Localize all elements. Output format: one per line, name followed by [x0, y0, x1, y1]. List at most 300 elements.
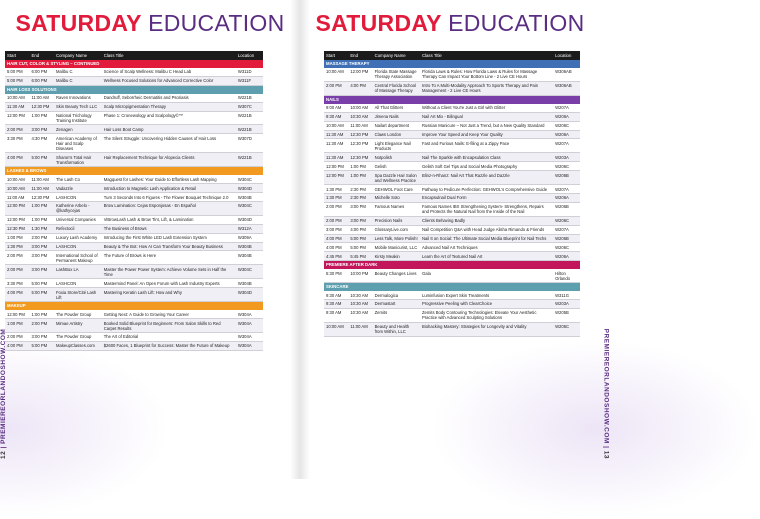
table-row	[5, 112, 263, 126]
end-time: 4:00 PM	[350, 227, 366, 233]
section-header: NAILS	[324, 96, 580, 104]
start-time: 9:00 AM	[326, 105, 342, 111]
right-page	[300, 0, 609, 479]
company-name: Gelish	[374, 163, 387, 169]
class-title: Luminfusion Expert Skin Treatments	[421, 292, 490, 298]
class-title: The Art of Editorial	[103, 334, 139, 340]
table-row	[324, 235, 580, 244]
start-time: 3:30 PM	[7, 135, 23, 141]
company-name: LASHCON	[56, 243, 77, 249]
class-title: Science of Scalp Wellness: Malibu C Head Lab	[103, 69, 192, 75]
gutter-shade	[290, 0, 300, 479]
location: W203A	[555, 301, 569, 307]
location: W307C	[237, 104, 252, 110]
company-name: Notpolish	[374, 154, 393, 160]
end-time: 1:00 PM	[31, 112, 48, 118]
end-time: 10:30 AM	[350, 114, 369, 120]
location: W304D	[237, 289, 252, 295]
table-row	[5, 234, 263, 243]
schedule-table	[5, 51, 263, 351]
table-row	[5, 193, 263, 202]
company-name: International School of Permanent Makeup	[56, 252, 98, 263]
location: W307D	[237, 135, 252, 141]
table-row	[5, 134, 263, 153]
company-name: Refectocil	[56, 226, 75, 232]
start-time: 10:00 AM	[326, 324, 344, 330]
header-class: Class Title	[103, 53, 124, 58]
table-row	[5, 342, 263, 351]
class-title: The Silent Struggle: Uncovering Hidden Causes of Hair Loss	[103, 135, 217, 141]
table-row	[5, 225, 263, 234]
location: W304B	[237, 280, 252, 286]
header-company: Company Name	[56, 53, 88, 58]
section-header: HAIR CUT, COLOR & STYLING – CONTINUED	[5, 60, 263, 68]
location: W304A	[237, 343, 252, 349]
class-title: Russian Manicure – Not Just a Trend, but a New Quality Standard	[421, 123, 545, 129]
class-title: Brow Lamination: Cejas Esponjosas - En Español	[103, 203, 196, 209]
table-row	[324, 162, 580, 171]
start-time: 4:00 PM	[7, 343, 23, 349]
class-title: Learn the Art of Textured Nail Art	[421, 253, 483, 259]
start-time: 10:00 AM	[7, 95, 25, 101]
end-time: 11:00 AM	[31, 95, 49, 101]
table-row	[324, 153, 580, 162]
location: W206B	[555, 172, 569, 178]
company-name: Malibu C	[56, 69, 73, 75]
table-row	[5, 184, 263, 193]
location: Hilton Orlando	[555, 270, 570, 281]
company-name: Skin Beauty Tech LLC	[56, 104, 98, 110]
section-header: PREMIERE AFTER DARK	[324, 261, 580, 269]
header-end: End	[31, 53, 40, 58]
location: W203A	[555, 154, 569, 160]
company-name: Dermastart	[374, 301, 396, 307]
class-title: $2600 Faces, 1 Blueprint for Success: Master the Future of Makeup	[103, 343, 230, 349]
decorative-swoosh	[0, 339, 170, 519]
location: W304B	[237, 252, 252, 258]
start-time: 3:30 PM	[7, 280, 23, 286]
table-row	[5, 94, 263, 103]
page-title	[0, 10, 300, 37]
company-name: Jimena Nails	[374, 114, 399, 120]
start-time: 12:00 PM	[7, 112, 25, 118]
class-title: Phase 1: Cronewology and Scalpology©™	[103, 112, 183, 118]
end-time: 5:00 PM	[31, 289, 48, 295]
end-time: 3:00 PM	[350, 204, 366, 210]
start-time: 11:30 AM	[326, 154, 344, 160]
company-name: American Academy of Hair and Scalp Diseases	[56, 135, 97, 151]
company-name: GlossaryLive.com	[374, 227, 408, 233]
start-time: 5:00 PM	[7, 78, 23, 84]
location: W206A	[555, 253, 569, 259]
class-title: Blinz-n-Rhanz: Nail Art That Razzle and Dazzle	[421, 172, 510, 178]
end-time: 10:30 AM	[350, 310, 369, 316]
start-time: 9:30 AM	[326, 310, 342, 316]
site-url: PREMIEREORLANDOSHOW.COM	[602, 328, 609, 444]
class-title: Improve Your Speed and Keep Your Quality	[421, 131, 503, 137]
class-title: Nail The Sparkle with Encapsulation Class	[421, 154, 501, 160]
company-name: The Powder Group	[56, 311, 92, 317]
company-name: The Powder Group	[56, 334, 92, 340]
location: W206C	[555, 244, 570, 250]
company-name: Zenagen	[56, 126, 73, 132]
location: W304B	[237, 194, 252, 200]
company-name: The Lash Co	[56, 176, 80, 182]
table-row	[324, 131, 580, 140]
end-time: 4:00 PM	[350, 83, 366, 89]
header-location: Location	[555, 53, 572, 58]
table-row	[324, 104, 580, 113]
location: W206B	[555, 235, 569, 241]
start-time: 2:00 PM	[7, 266, 23, 272]
end-time: 2:30 PM	[350, 186, 366, 192]
location: W206A	[555, 114, 569, 120]
class-title: Clients Behaving Badly	[421, 218, 466, 224]
end-time: 2:00 PM	[31, 320, 48, 326]
end-time: 1:00 PM	[31, 203, 48, 209]
location: W206B	[555, 204, 569, 210]
location: W206A	[555, 195, 569, 201]
table-row	[5, 279, 263, 288]
header-company: Company Name	[374, 53, 406, 58]
page-title	[300, 10, 600, 37]
table-row	[5, 288, 263, 302]
table-row	[324, 203, 580, 217]
table-row	[324, 68, 580, 82]
class-title: Nail It on Social: The Ultimate Social Media Blueprint for Nail Techs	[421, 235, 547, 241]
company-name: Claws London	[374, 131, 402, 137]
title-word-education: EDUCATION	[448, 10, 585, 36]
title-word-saturday: SATURDAY	[315, 10, 442, 36]
company-name: Universal Companies	[56, 217, 96, 223]
company-name: LASHCON	[56, 280, 77, 286]
end-time: 2:30 PM	[350, 195, 366, 201]
location: W221B	[237, 126, 252, 132]
header-end: End	[350, 53, 358, 58]
start-time: 2:00 PM	[326, 218, 342, 224]
gutter-shade	[300, 0, 310, 479]
header-class: Class Title	[421, 53, 442, 58]
start-time: 10:00 AM	[7, 185, 25, 191]
end-time: 5:00 PM	[350, 235, 366, 241]
end-time: 4:30 PM	[31, 135, 48, 141]
class-title: Famous Names IBX Strengthening System- Strengthens, Repairs and Protects the Natural Nail from the Inside of the Nail	[421, 204, 544, 215]
end-time: 3:00 PM	[350, 218, 366, 224]
location: W207A	[555, 140, 569, 146]
location: W304D	[237, 185, 252, 191]
class-title: Dandruff, Seborrheic Dermatitis and Psoriasis	[103, 95, 189, 101]
section-header: MAKEUP	[5, 302, 263, 310]
start-time: 5:00 PM	[7, 69, 23, 75]
title-word-education: EDUCATION	[148, 10, 285, 36]
location: W304D	[237, 217, 252, 223]
company-name: Malibu C	[56, 78, 73, 84]
start-time: 12:00 PM	[326, 172, 344, 178]
class-title: Mastering Keratin Lash Lift: How and Why	[103, 289, 182, 295]
class-title: The Future of Brows is Here	[103, 252, 157, 258]
start-time: 12:30 PM	[7, 226, 25, 232]
table-row	[5, 333, 263, 342]
company-name: All That Glitters	[374, 105, 404, 111]
table-row	[324, 226, 580, 235]
start-time: 12:00 PM	[7, 203, 25, 209]
company-name: Beauty and Health from Within, LLC	[374, 324, 410, 335]
class-title: Hair Loss Boot Camp	[103, 126, 144, 132]
start-time: 4:00 PM	[7, 289, 23, 295]
class-title: Without a Client You're Just a Girl with Glitter	[421, 105, 506, 111]
company-name: Raven Innovations	[56, 95, 91, 101]
location: W205B	[555, 310, 569, 316]
location: W207A	[555, 186, 569, 192]
section-header: HAIR LOSS SOLUTIONS	[5, 86, 263, 94]
class-title: Biohacking Mastery: Strategies for Longevity and Vitality	[421, 324, 527, 330]
company-name: National Trichology Training Institute	[56, 112, 92, 123]
table-row	[324, 185, 580, 194]
side-banner: PREMIEREORLANDOSHOW.COM | 13	[602, 328, 609, 459]
location: W306AB	[555, 83, 572, 89]
end-time: 1:00 PM	[350, 172, 366, 178]
class-title: Encapsulnail Dual Form	[421, 195, 467, 201]
table-row	[324, 291, 580, 300]
table-row	[324, 194, 580, 203]
table-row	[324, 323, 580, 337]
class-title: ViBrowLash Lash & Brow Tint, Lift, & Lamination	[103, 217, 194, 223]
location: W311F	[237, 78, 252, 84]
company-name: Zemits	[374, 310, 388, 316]
company-name: Katherine Arbelo - @kathycejas	[56, 203, 90, 214]
table-row	[5, 310, 263, 319]
end-time: 12:30 PM	[31, 104, 50, 110]
start-time: 4:00 PM	[7, 154, 23, 160]
class-title: Pathway to Pedicure Perfection: GEHWOL's Comprehensive Guide	[421, 186, 548, 192]
start-time: 12:00 PM	[326, 163, 344, 169]
start-time: 4:45 PM	[326, 253, 342, 259]
class-title: Gelish Soft Gel Tips and Social Media Photography	[421, 163, 518, 169]
location: W221B	[237, 112, 252, 118]
location: W304A	[237, 311, 252, 317]
end-time: 6:00 PM	[31, 69, 48, 75]
company-name: Nailart department	[374, 123, 410, 129]
company-name: Vadazzle	[56, 185, 73, 191]
location: W304C	[237, 203, 252, 209]
end-time: 10:30 AM	[350, 301, 369, 307]
company-name: LASHCON	[56, 194, 77, 200]
location: W309A	[237, 235, 252, 241]
company-name: Mimae Artistry	[56, 320, 83, 326]
end-time: 3:00 PM	[31, 334, 48, 340]
class-title: The Business of Brows	[103, 226, 147, 232]
table-row	[5, 77, 263, 86]
company-name: LashBox LA	[56, 266, 79, 272]
start-time: 1:30 PM	[326, 186, 342, 192]
left-page	[0, 0, 300, 479]
end-time: 11:00 AM	[31, 176, 49, 182]
end-time: 1:30 PM	[31, 226, 48, 232]
class-title: Master the Power Power System: Achieve Volume Sets in Half the Time	[103, 266, 227, 277]
company-name: Sharon's Total Hair Transformation	[56, 154, 92, 165]
location: W205C	[555, 324, 570, 330]
class-title: Advanced Nail Art Techniques	[421, 244, 478, 250]
company-name: Precision Nails	[374, 218, 403, 224]
location: W311G	[555, 292, 569, 298]
company-name: Foxia Store/Cité Lash Lift	[56, 289, 97, 300]
page-number: 13	[602, 450, 609, 459]
start-time: 11:30 AM	[7, 104, 25, 110]
start-time: 1:30 PM	[7, 243, 23, 249]
start-time: 4:00 PM	[326, 244, 342, 250]
table-header	[324, 51, 580, 60]
company-name: Less Talk, More Polish!	[374, 235, 418, 241]
start-time: 1:00 PM	[7, 320, 23, 326]
end-time: 3:00 PM	[31, 126, 48, 132]
end-time: 11:00 AM	[31, 185, 49, 191]
location: W304C	[237, 176, 252, 182]
location: W206C	[555, 163, 570, 169]
table-row	[5, 175, 263, 184]
section-header: MASSAGE THERAPY	[324, 60, 580, 68]
page-number: 12	[0, 450, 7, 459]
table-row	[5, 216, 263, 225]
company-name: Kirsty Meakin	[374, 253, 400, 259]
start-time: 9:30 AM	[326, 114, 342, 120]
start-time: 12:00 PM	[7, 311, 25, 317]
start-time: 11:30 AM	[326, 131, 344, 137]
end-time: 11:00 AM	[350, 123, 368, 129]
company-name: Luxury Lash Academy	[56, 235, 98, 241]
start-time: 1:00 PM	[7, 235, 23, 241]
end-time: 5:45 PM	[350, 253, 366, 259]
end-time: 12:30 PM	[350, 154, 369, 160]
end-time: 11:00 AM	[350, 324, 368, 330]
company-name: Beauty Changes Lives	[374, 270, 417, 276]
table-row	[5, 243, 263, 252]
table-row	[5, 153, 263, 167]
company-name: GEHWOL Foot Care	[374, 186, 413, 192]
section-header: LASHES & BROWS	[5, 167, 263, 175]
header-location: Location	[237, 53, 255, 58]
table-row	[324, 171, 580, 185]
class-title: Beauty & The Bot: How AI Can Transform Your Beauty Business	[103, 243, 223, 249]
start-time: 3:00 PM	[326, 227, 342, 233]
start-time: 2:00 PM	[7, 252, 23, 258]
class-title: Mastermind Panel: An Open Forum with Lash Industry Experts	[103, 280, 220, 286]
class-title: Hair Replacement Technique for Alopecia Clients	[103, 154, 195, 160]
end-time: 10:00 AM	[350, 105, 369, 111]
header-start: Start	[7, 53, 17, 58]
location: W206C	[555, 218, 570, 224]
location: W304A	[237, 320, 252, 326]
table-row	[324, 113, 580, 122]
location: W304B	[237, 243, 252, 249]
class-title: Turn 3 Seconds Into 6 Figures - The Flower Bouquet Technique 2.0	[103, 194, 229, 200]
location: W207A	[555, 227, 569, 233]
company-name: Dermalogica	[374, 292, 399, 298]
table-row	[324, 217, 580, 226]
class-title: Magquest for Lashes: Your Guide to Effortless Lash Mapping	[103, 176, 217, 182]
table-row	[5, 265, 263, 279]
end-time: 1:00 PM	[350, 163, 366, 169]
side-banner: 12 | PREMIEREORLANDOSHOW.COM	[0, 328, 7, 459]
table-row	[324, 252, 580, 261]
end-time: 10:30 AM	[350, 292, 369, 298]
class-title: Getting Next: A Guide to Growing Your Career	[103, 311, 189, 317]
class-title: Fast and Furious Nails: E-filing at a Zippy Pace	[421, 140, 510, 146]
location: W206A	[555, 131, 569, 137]
class-title: Nail Competition Q&A with Head Judge Alisha Rimando & Friends	[421, 227, 545, 233]
title-word-saturday: SATURDAY	[15, 10, 142, 36]
end-time: 12:30 PM	[350, 131, 369, 137]
end-time: 5:00 PM	[31, 154, 48, 160]
start-time: 1:30 PM	[326, 195, 342, 201]
start-time: 10:00 AM	[7, 176, 25, 182]
start-time: 10:00 AM	[326, 69, 344, 75]
end-time: 5:00 PM	[31, 343, 48, 349]
start-time: 2:00 PM	[7, 334, 23, 340]
start-time: 11:00 AM	[7, 194, 25, 200]
location: W221B	[237, 154, 252, 160]
end-time: 12:00 PM	[350, 69, 369, 75]
location: W311D	[237, 69, 252, 75]
location: W207A	[555, 105, 569, 111]
end-time: 2:00 PM	[31, 235, 48, 241]
company-name: Florida State Massage Therapy Association	[374, 69, 417, 80]
location: W221B	[237, 95, 252, 101]
end-time: 10:00 PM	[350, 270, 369, 276]
table-row	[5, 68, 263, 77]
class-title: Nail Art Mix - Bilingual	[421, 114, 463, 120]
table-row	[324, 139, 580, 153]
table-row	[5, 103, 263, 112]
table-row	[5, 202, 263, 216]
end-time: 3:00 PM	[31, 266, 48, 272]
table-header	[5, 51, 263, 60]
class-title: Gala	[421, 270, 431, 276]
site-url: PREMIEREORLANDOSHOW.COM	[0, 328, 7, 444]
start-time: 9:30 AM	[326, 292, 342, 298]
end-time: 5:00 PM	[31, 280, 48, 286]
schedule-table	[324, 51, 580, 337]
end-time: 5:00 PM	[350, 244, 366, 250]
company-name: Michelle Soto	[374, 195, 400, 201]
class-title: Introduction to Magnetic Lash Application & Retail	[103, 185, 196, 191]
class-title: Florida Laws & Rules: How Florida Laws & Rules for Massage Therapy Can Impact Your Bottom Line - 2 Live CE Hours	[421, 69, 538, 80]
class-title: Booked Solid Blueprint for Beginners: From Salon Skills to Red Carpet Results	[103, 320, 221, 331]
company-name: Spa Dazzle Hair Salon and Wellness Practice	[374, 172, 417, 183]
table-row	[324, 243, 580, 252]
table-row	[324, 309, 580, 323]
location: W312A	[237, 226, 252, 232]
header-start: Start	[326, 53, 336, 58]
start-time: 11:30 AM	[326, 140, 344, 146]
start-time: 5:30 PM	[326, 270, 342, 276]
end-time: 12:30 PM	[31, 194, 50, 200]
class-title: Progressive Peeling with ClearChoice	[421, 301, 493, 307]
company-name: Famous Names	[374, 204, 405, 210]
section-header: SKINCARE	[324, 283, 580, 291]
location: W304A	[237, 334, 252, 340]
table-row	[324, 82, 580, 96]
end-time: 3:00 PM	[31, 252, 48, 258]
class-title: Introducing the First White LED Lash Extension System	[103, 235, 207, 241]
table-row	[324, 122, 580, 131]
class-title: Intro To A Multi-Modality Approach To Sports Therapy and Pain Management - 2 Live CE Hours	[421, 83, 539, 94]
end-time: 1:00 PM	[31, 217, 48, 223]
start-time: 12:00 PM	[7, 217, 25, 223]
table-row	[5, 125, 263, 134]
location: W306AB	[555, 69, 572, 75]
start-time: 2:00 PM	[326, 83, 342, 89]
end-time: 1:00 PM	[31, 311, 48, 317]
